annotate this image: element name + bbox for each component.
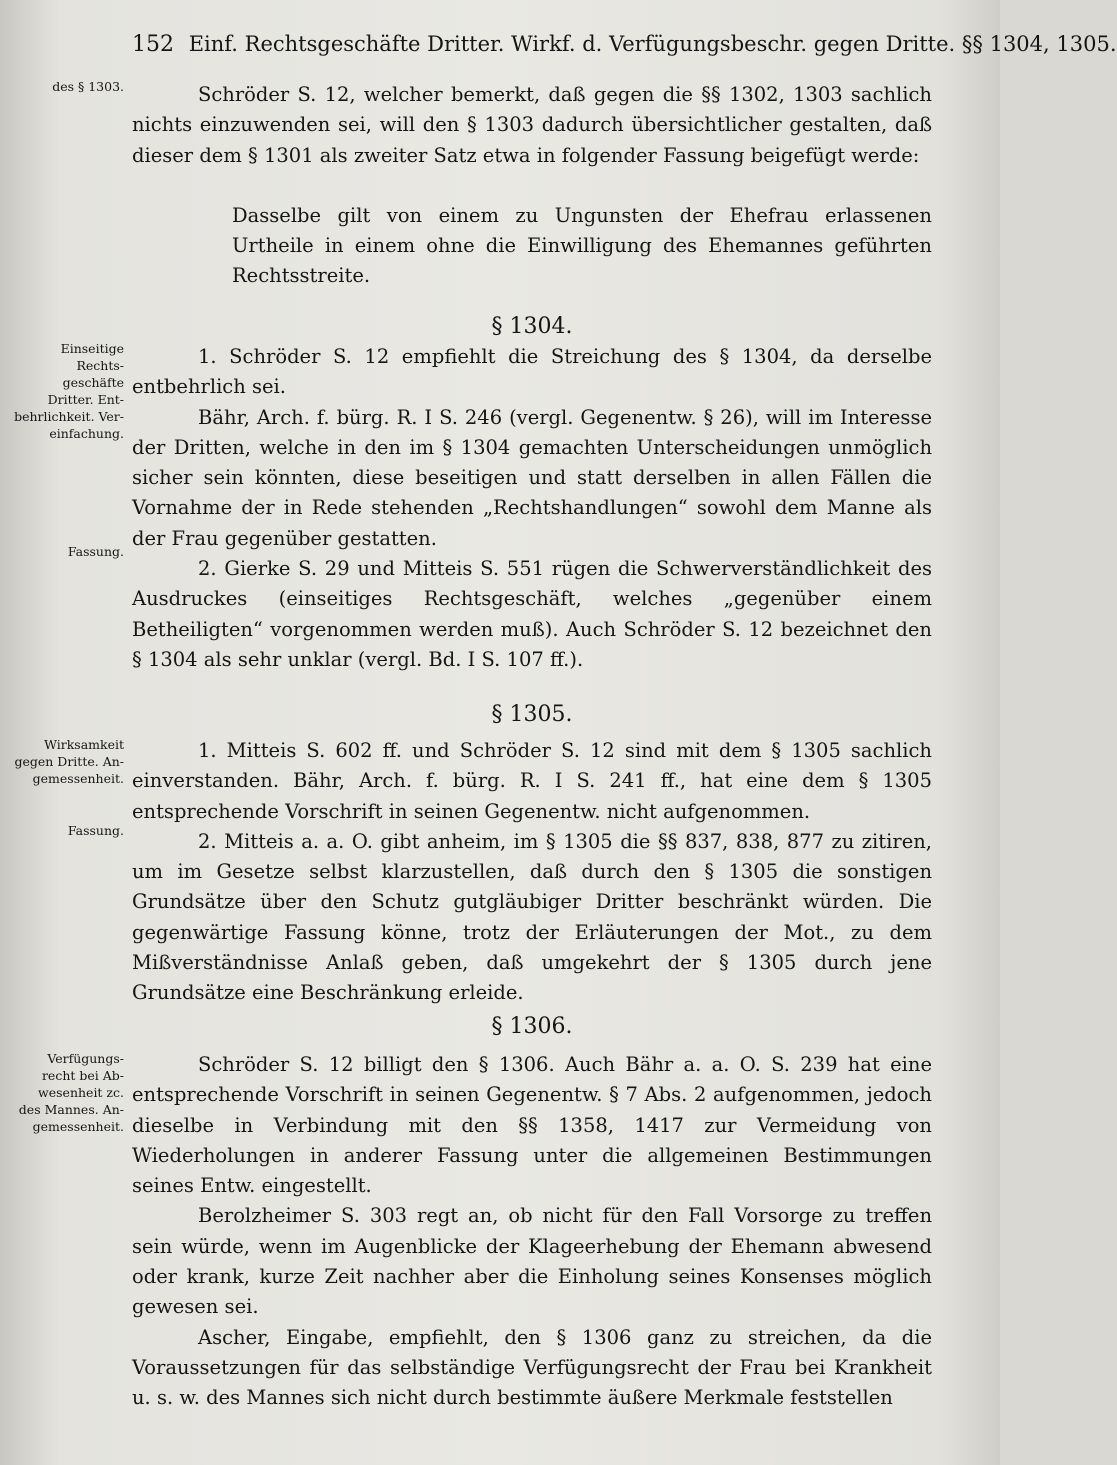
page-header — [132, 30, 1117, 59]
margin-note-verfuegungsrecht: Verfügungs- recht bei Ab- wesenheit zc. des Mannes. An- gemessenheit. — [18, 1051, 124, 1134]
paragraph: Bähr, Arch. f. bürg. R. I S. 246 (vergl. Gegenentw. § 26), will im Interesse der Dritten, welche in den im § 1304 gemachten Unterscheidungen unmöglich sicher sein könnten, diese beseitigen und statt derselben in allen Fällen die Vornahme der in Rede stehenden „Rechtshandlungen“ sowohl dem Manne als der Frau gegenüber gestatten. — [132, 405, 932, 550]
section-heading-1304: § 1304. — [491, 314, 573, 339]
paragraph: 2. Mitteis a. a. O. gibt anheim, im § 1305 die §§ 837, 838, 877 zu zitiren, um im Gesetze selbst klarzustellen, daß durch den § 1305 die sonstigen Grundsätze über den Schutz gutgläubiger Dritter beschränkt würden. Die gegenwärtige Fassung könne, trotz der Erläuterungen der Mot., zu dem Mißverständnisse Anlaß geben, daß umgekehrt der § 1305 durch jene Grundsätze eine Beschränkung erleide. — [132, 829, 932, 1005]
margin-note-einseitige: Einseitige Rechts- geschäfte Dritter. Ent- behrlichkeit. Ver- einfachung. — [14, 341, 124, 441]
margin-note-wirksamkeit: Wirksamkeit gegen Dritte. An- gemessenheit. — [14, 737, 124, 786]
section-1306-body — [132, 1050, 932, 1414]
paragraph: 2. Gierke S. 29 und Mitteis S. 551 rügen die Schwerverständlichkeit des Ausdruckes (einseitiges Rechtsgeschäft, welches „gegenüber einem Betheiligten“ vorgenommen werden muß). Auch Schröder S. 12 bezeichnet den § 1304 als sehr unklar (vergl. Bd. I S. 107 ff.). — [132, 557, 932, 671]
paragraph: 1. Schröder S. 12 empfiehlt die Streichung des § 1304, da derselbe entbehrlich sei. — [132, 345, 932, 399]
paragraph: Ascher, Eingabe, empfiehlt, den § 1306 ganz zu streichen, da die Voraussetzungen für das selbständige Verfügungsrecht der Frau bei Krankheit u. s. w. des Mannes sich nicht durch bestimmte äußere Merkmale feststellen — [132, 1325, 932, 1410]
quoted-proposal: Dasselbe gilt von einem zu Ungunsten der Ehefrau erlassenen Urtheile in einem ohne die Einwilligung des Ehemannes geführten Rechtsstreite. — [232, 204, 932, 287]
paragraph: Schröder S. 12, welcher bemerkt, daß gegen die §§ 1302, 1303 sachlich nichts einzuwenden sei, will den § 1303 dadurch übersichtlicher gestalten, daß dieser dem § 1301 als zweiter Satz etwa in folgender Fassung beigefügt werde: — [132, 83, 932, 167]
section-heading-1305: § 1305. — [491, 702, 573, 727]
margin-note-fassung-1: Fassung. — [67, 544, 124, 559]
margin-note-1303: des § 1303. — [52, 79, 124, 94]
page-number: 152 — [132, 32, 174, 57]
paragraph: Berolzheimer S. 303 regt an, ob nicht für den Fall Vorsorge zu treffen sein würde, wenn im Augenblicke der Klageerhebung der Ehemann abwesend oder krank, kurze Zeit nachher aber die Einholung seines Konsenses möglich gewesen sei. — [132, 1204, 932, 1319]
section-1304-body — [132, 342, 932, 675]
section-1305-body — [132, 736, 932, 1009]
margin-note-fassung-2: Fassung. — [67, 823, 124, 838]
section-heading-1306: § 1306. — [491, 1014, 573, 1039]
paragraph: Schröder S. 12 billigt den § 1306. Auch Bähr a. a. O. S. 239 hat eine entsprechende Vorschrift in seinen Gegenentw. § 7 Abs. 2 aufgenommen, jedoch dieselbe in Verbindung mit den §§ 1358, 1417 zur Vermeidung von Wiederholungen in anderer Fassung unter die allgemeinen Bestimmungen seines Entw. eingestellt. — [132, 1053, 932, 1198]
paragraph: 1. Mitteis S. 602 ff. und Schröder S. 12 sind mit dem § 1305 sachlich einverstanden. Bähr, Arch. f. bürg. R. I S. 241 ff., hat eine dem § 1305 entsprechende Vorschrift in seinen Gegenentw. nicht aufgenommen. — [132, 739, 932, 823]
section-1303-body — [132, 80, 932, 171]
running-title: Einf. Rechtsgeschäfte Dritter. Wirkf. d. Verfügungsbeschr. gegen Dritte. §§ 1304, 1305. — [188, 32, 1117, 56]
